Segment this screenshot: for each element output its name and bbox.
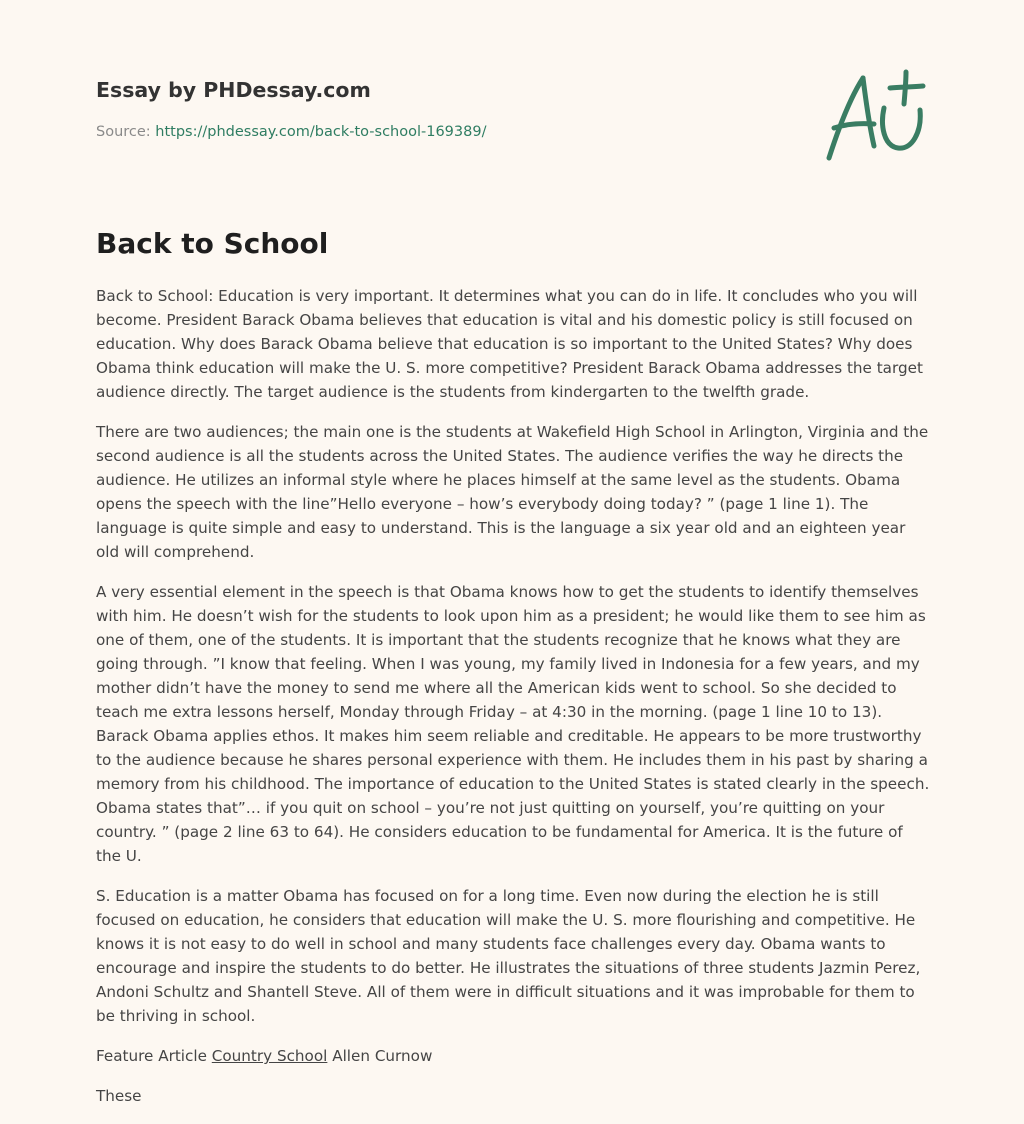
source-line [96, 122, 796, 142]
feature-prefix: Feature Article [96, 1047, 212, 1065]
article-paragraph: S. Education is a matter Obama has focused on for a long time. Even now during the election he is still focused on education, he considers that education will make the U. S. more flourishing and competitive. He knows it is not easy to do well in school and many students face challenges every day. Obama wants to encourage and inspire the students to do better. He illustrates the situations of three students Jazmin Perez, Andoni Schultz and Shantell Steve. All of them were in difficult situations and it was improbable for them to be thriving in school. [96, 887, 921, 1025]
article-paragraph: A very essential element in the speech is that Obama knows how to get the students to identify themselves with him. He doesn’t wish for the students to look upon him as a president; he would like them to see him as one of them, one of the students. It is important that the students recognize that he knows what they are going through. ”I know that feeling. When I was young, my family lived in Indonesia for a few years, and my mother didn’t have the money to send me where all the American kids went to school. So she decided to teach me extra lessons herself, Monday through Friday – at 4:30 in the morning. (page 1 line 10 to 13). Barack Obama applies ethos. It makes him seem reliable and creditable. He appears to be more trustworthy to the audience because he shares personal experience with them. He includes them in his past by sharing a memory from his childhood. The importance of education to the United States is stated clearly in the speech. Obama states that”… if you quit on school – you’re not just quitting on yourself, you’re quitting on your country. ” (page 2 line 63 to 64). He considers education to be fundamental for America. It is the future of the U. [96, 583, 930, 865]
trailing-text: These [96, 1087, 142, 1105]
feature-suffix: Allen Curnow [327, 1047, 433, 1065]
feature-article-line [96, 1044, 932, 1068]
article-paragraph: Back to School: Education is very important. It determines what you can do in life. It concludes who you will become. President Barack Obama believes that education is vital and his domestic policy is still focused on education. Why does Barack Obama believe that education is so important to the United States? Why does Obama think education will make the U. S. more competitive? President Barack Obama addresses the target audience directly. The target audience is the students from kindergarten to the twelfth grade. [96, 287, 923, 401]
page-title: Back to School [96, 227, 329, 260]
site-brand: Essay by PHDessay.com [96, 78, 371, 102]
source-link[interactable]: https://phdessay.com/back-to-school-169389/ [155, 124, 487, 140]
header [96, 76, 796, 142]
article-paragraph: There are two audiences; the main one is the students at Wakefield High School in Arlington, Virginia and the second audience is all the students across the United States. The audience verifies the way he directs the audience. He utilizes an informal style where he places himself at the same level as the students. Obama opens the speech with the line”Hello everyone – how’s everybody doing today? ” (page 1 line 1). The language is quite simple and easy to understand. This is the language a six year old and an eighteen year old will comprehend. [96, 423, 929, 561]
source-label: Source: [96, 124, 156, 140]
article-body [96, 284, 932, 1124]
a-plus-logo [822, 68, 928, 164]
a-plus-logo-icon [822, 68, 928, 164]
feature-article-link[interactable]: Country School [211, 1047, 328, 1065]
